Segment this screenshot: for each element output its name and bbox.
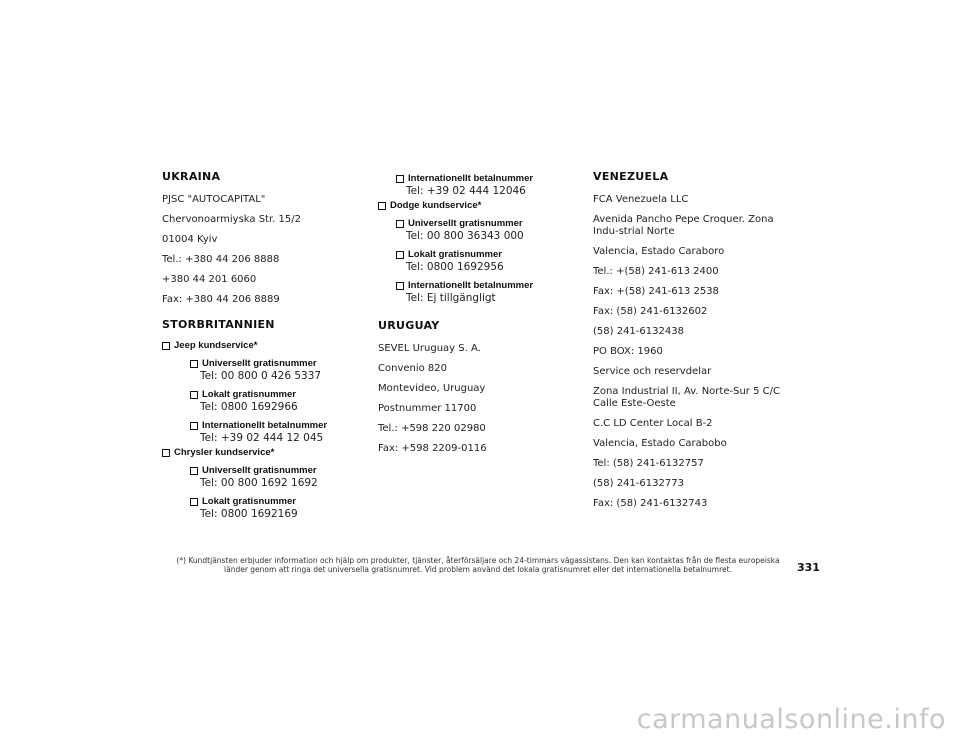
- checkbox-square-icon: [162, 342, 170, 350]
- uruguay-line: SEVEL Uruguay S. A.: [378, 343, 481, 354]
- heading-storbritannien: STORBRITANNIEN: [162, 318, 275, 331]
- heading-uruguay: URUGUAY: [378, 319, 440, 332]
- sub-tel: Tel: 00 800 36343 000: [406, 230, 524, 242]
- venezuela-line: (58) 241-6132438: [593, 326, 684, 337]
- venezuela-line: (58) 241-6132773: [593, 478, 684, 489]
- sub-title: Internationellt betalnummer: [202, 420, 328, 431]
- jeep-sub-item: [190, 358, 367, 383]
- uruguay-line: Convenio 820: [378, 363, 448, 374]
- ukraina-line: Tel.: +380 44 206 8888: [162, 254, 280, 265]
- sub-title: Universellt gratisnummer: [202, 465, 317, 476]
- dodge-kundservice: [378, 200, 578, 212]
- checkbox-square-icon: [396, 220, 404, 228]
- venezuela-line: Fax: +(58) 241-613 2538: [593, 286, 719, 297]
- bullet-label: Dodge kundservice*: [390, 200, 482, 211]
- bullet-label: Jeep kundservice*: [174, 340, 258, 351]
- chrysler-sub-item: [190, 465, 367, 490]
- chrysler-kundservice: [162, 447, 367, 459]
- checkbox-square-icon: [396, 282, 404, 290]
- sub-tel: Tel: Ej tillgängligt: [406, 292, 496, 304]
- jeep-kundservice: [162, 340, 367, 352]
- sub-tel: Tel: 0800 1692169: [200, 508, 298, 520]
- jeep-sub-item: [190, 420, 367, 445]
- venezuela-line: Valencia, Estado Carabobo: [593, 438, 727, 449]
- chrysler-sub-item: [190, 496, 367, 521]
- heading-ukraina: UKRAINA: [162, 170, 221, 183]
- uruguay-line: Tel.: +598 220 02980: [378, 423, 486, 434]
- sub-title: Lokalt gratisnummer: [202, 496, 296, 507]
- sub-title: Internationellt betalnummer: [408, 280, 534, 291]
- ukraina-line: Chervonoarmiyska Str. 15/2: [162, 214, 301, 225]
- venezuela-line: Valencia, Estado Caraboro: [593, 246, 725, 257]
- sub-title: Internationellt betalnummer: [408, 173, 534, 184]
- venezuela-line: Service och reservdelar: [593, 366, 712, 377]
- chrysler-sub-item: [396, 173, 578, 198]
- column-middle: [378, 168, 578, 455]
- venezuela-line: Zona Industrial II, Av. Norte-Sur 5 C/C Calle Este-Oeste: [593, 386, 780, 409]
- checkbox-square-icon: [190, 391, 198, 399]
- bullet-label: Chrysler kundservice*: [174, 447, 275, 458]
- venezuela-line: Avenida Pancho Pepe Croquer. Zona Indu-strial Norte: [593, 214, 774, 237]
- sub-title: Universellt gratisnummer: [408, 218, 523, 229]
- uruguay-line: Fax: +598 2209-0116: [378, 443, 487, 454]
- venezuela-line: Fax: (58) 241-6132743: [593, 498, 708, 509]
- watermark: carmanualsonline.info: [636, 704, 946, 735]
- sub-tel: Tel: 0800 1692966: [200, 401, 298, 413]
- footnote: (*) Kundtjänsten erbjuder information och hjälp om produkter, tjänster, återförsäljare och 24-timmars vägassistans. Den kan kontaktas från de flesta europeiska länder genom att ringa det universella gratisnumret. Vid problem använd det lokala gratisnumret eller det internationella betalnumret.: [176, 556, 780, 574]
- sub-tel: Tel: 0800 1692956: [406, 261, 504, 273]
- ukraina-line: +380 44 201 6060: [162, 274, 257, 285]
- column-left: [162, 168, 367, 521]
- venezuela-line: Tel.: +(58) 241-613 2400: [593, 266, 719, 277]
- checkbox-square-icon: [190, 422, 198, 430]
- checkbox-square-icon: [396, 251, 404, 259]
- dodge-sub-item: [396, 249, 578, 274]
- sub-title: Lokalt gratisnummer: [408, 249, 502, 260]
- uruguay-line: Postnummer 11700: [378, 403, 477, 414]
- sub-tel: Tel: 00 800 0 426 5337: [200, 370, 322, 382]
- ukraina-line: Fax: +380 44 206 8889: [162, 294, 280, 305]
- dodge-sub-item: [396, 280, 578, 305]
- checkbox-square-icon: [190, 498, 198, 506]
- checkbox-square-icon: [190, 467, 198, 475]
- sub-tel: Tel: +39 02 444 12046: [406, 185, 526, 197]
- column-right: [593, 168, 798, 510]
- heading-venezuela: VENEZUELA: [593, 170, 669, 183]
- sub-title: Lokalt gratisnummer: [202, 389, 296, 400]
- jeep-sub-item: [190, 389, 367, 414]
- sub-title: Universellt gratisnummer: [202, 358, 317, 369]
- uruguay-line: Montevideo, Uruguay: [378, 383, 486, 394]
- venezuela-line: Fax: (58) 241-6132602: [593, 306, 708, 317]
- sub-tel: Tel: 00 800 1692 1692: [200, 477, 318, 489]
- ukraina-line: 01004 Kyiv: [162, 234, 218, 245]
- venezuela-line: PO BOX: 1960: [593, 346, 663, 357]
- sub-tel: Tel: +39 02 444 12 045: [200, 432, 324, 444]
- checkbox-square-icon: [190, 360, 198, 368]
- ukraina-line: PJSC "AUTOCAPITAL": [162, 194, 266, 205]
- venezuela-line: Tel: (58) 241-6132757: [593, 458, 704, 469]
- dodge-sub-item: [396, 218, 578, 243]
- venezuela-line: C.C LD Center Local B-2: [593, 418, 713, 429]
- checkbox-square-icon: [162, 449, 170, 457]
- checkbox-square-icon: [396, 175, 404, 183]
- venezuela-line: FCA Venezuela LLC: [593, 194, 689, 205]
- checkbox-square-icon: [378, 202, 386, 210]
- page-number: 331: [797, 561, 820, 574]
